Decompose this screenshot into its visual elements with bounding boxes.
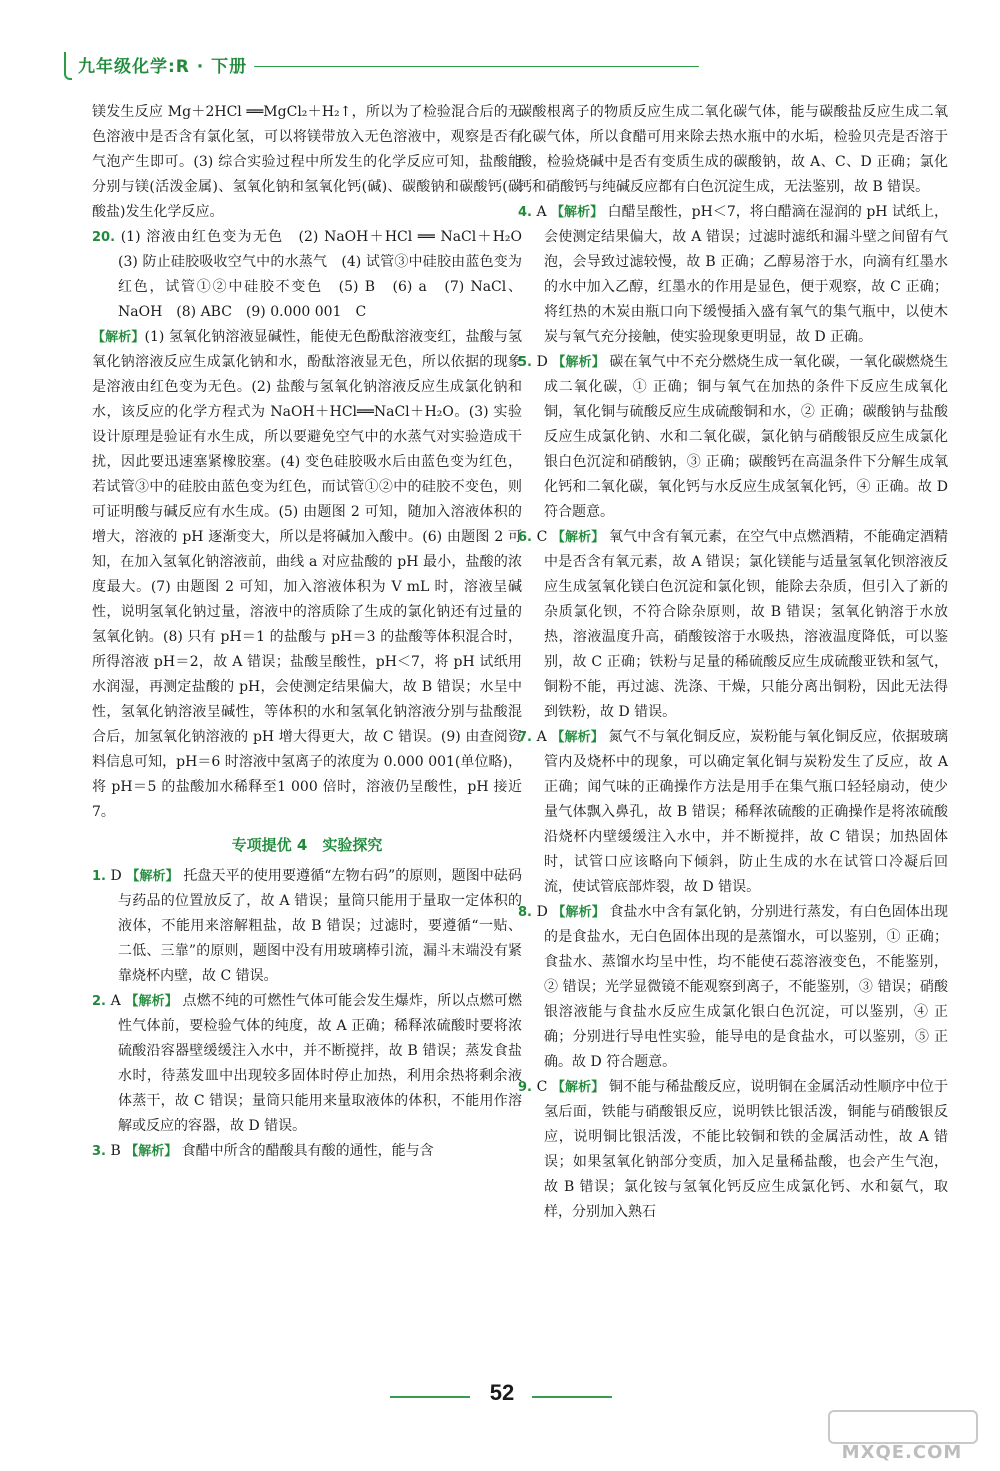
header-bracket xyxy=(64,52,72,80)
question-8 xyxy=(518,900,948,1075)
question-1 xyxy=(92,864,522,989)
page-footer xyxy=(0,1380,1000,1410)
answer-letter: B xyxy=(110,1143,121,1159)
question-number: 1. xyxy=(92,869,106,884)
answer-text: (1) 溶液由红色变为无色 (2) NaOH＋HCl ══ NaCl＋H₂O (3) 防止硅胶吸收空气中的水蒸气 (4) 试管③中硅胶由蓝色变为红色，试管①②中硅胶不变色 (5) B (6) a (7) NaCl、NaOH (8) ABC (9) 0.000 001 C xyxy=(118,229,536,320)
running-header xyxy=(64,52,644,82)
answer-letter: C xyxy=(536,1079,548,1095)
header-title: 九年级化学:R · 下册 xyxy=(78,57,248,77)
answer-letter: A xyxy=(110,993,121,1009)
analysis-tag: 【解析】 xyxy=(551,1080,605,1095)
analysis-text: 食盐水中含有氯化钠，分别进行蒸发，有白色固体出现的是食盐水，无白色固体出现的是蒸馏水，可以鉴别，① 正确；食盐水、蒸馏水均呈中性，均不能使石蕊溶液变色，不能鉴别，② 错误；光学显微镜不能观察到离子，不能鉴别，③ 错误；硝酸银溶液能与食盐水反应生成氯化银白色沉淀，可以鉴别，④ 正确；分别进行导电性实验，能导电的是食盐水，可以鉴别，⑤ 正确。故 D 符合题意。 xyxy=(544,904,949,1070)
question-number: 20. xyxy=(92,230,116,245)
analysis-tag: 【解析】 xyxy=(125,1144,178,1159)
question-3 xyxy=(92,1139,522,1164)
section-title: 专项提优 4 实验探究 xyxy=(231,836,383,854)
footer-rule-left xyxy=(390,1396,470,1398)
q20-analysis xyxy=(92,325,522,825)
question-7 xyxy=(518,725,948,900)
left-column xyxy=(92,100,536,1164)
answer-letter: D xyxy=(110,868,122,884)
right-column xyxy=(518,100,948,1225)
analysis-tag: 【解析】 xyxy=(552,355,605,370)
answer-letter: A xyxy=(536,729,547,745)
watermark-url: MXQE.COM xyxy=(841,1442,963,1463)
question-9 xyxy=(518,1075,948,1225)
analysis-text: 白醋呈酸性，pH＜7，将白醋滴在湿润的 pH 试纸上，会使测定结果偏大，故 A 错误；过滤时滤纸和漏斗壁之间留有气泡，会导致过滤较慢，故 B 正确；乙醇易溶于水，向滴有红墨水的水中加入乙醇，红墨水的作用是显色，便于观察，故 C 正确；将红热的木炭由瓶口向下缓慢插入盛有氧气的集气瓶中，以使木炭与氧气充分接触，使实验现象更明显，故 D 正确。 xyxy=(544,204,948,345)
continuation-text: 碳酸根离子的物质反应生成二氧化碳气体，能与碳酸盐反应生成二氧化碳气体，所以食醋可用来除去热水瓶中的水垢，检验贝壳是否溶于酸，检验烧碱中是否有变质生成的碳酸钠，故 A、C、D 正确；氯化钙和硝酸钙与纯碱反应都有白色沉淀生成，无法鉴别，故 B 错误。 xyxy=(518,104,948,195)
analysis-text: 碳在氧气中不充分燃烧生成一氧化碳，一氧化碳燃烧生成二氧化碳，① 正确；铜与氧气在加热的条件下反应生成氧化铜，氧化铜与硫酸反应生成硫酸铜和水，② 正确；碳酸钠与盐酸反应生成氯化钠、水和二氧化碳，氯化钠与硝酸银反应生成氯化银白色沉淀和硝酸钠，③ 正确；碳酸钙在高温条件下分解生成氧化钙和二氧化碳，氧化钙与水反应生成氢氧化钙，④ 正确。故 D 符合题意。 xyxy=(544,354,949,520)
question-5 xyxy=(518,350,948,525)
footer-rule-right xyxy=(532,1396,612,1398)
analysis-text: (1) 氢氧化钠溶液显碱性，能使无色酚酞溶液变红，盐酸与氢氧化钠溶液反应生成氯化钠和水，酚酞溶液显无色，所以依据的现象是溶液由红色变为无色。(2) 盐酸与氢氧化钠溶液反应生成氯化钠和水，该反应的化学方程式为 NaOH＋HCl══NaCl＋H₂O。(3) 实验设计原理是验证有水生成，所以要避免空气中的水蒸气对实验造成干扰，因此要迅速塞紧橡胶塞。(4) 变色硅胶吸水后由蓝色变为红色，若试管③中的硅胶由蓝色变为红色，而试管①②中的硅胶不变色，则可证明酸与碱反应有水生成。(5) 由题图 2 可知，随加入溶液体积的增大，溶液的 pH 逐渐变大，所以是将碱加入酸中。(6) 由题图 2 可知，在加入氢氧化钠溶液前，曲线 a 对应盐酸的 pH 最小，盐酸的浓度最大。(7) 由题图 2 可知，加入溶液体积为 V mL 时，溶液呈碱性，说明氢氧化钠过量，溶液中的溶质除了生成的氯化钠还有过量的氢氧化钠。(8) 只有 pH＝1 的盐酸与 pH＝3 的盐酸等体积混合时，所得溶液 pH＝2，故 A 错误；盐酸呈酸性，pH＜7，将 pH 试纸用水润湿，再测定盐酸的 pH，会使测定结果偏大，故 B 错误；水呈中性，氢氧化钠溶液呈碱性，等体积的水和氢氧化钠溶液分别与盐酸混合后，加氢氧化钠溶液的 pH 增大得更大，故 C 错误。(9) 由查阅资料信息可知，pH＝6 时溶液中氢离子的浓度为 0.000 001(单位略)，将 pH＝5 的盐酸加水稀释至1 000 倍时，溶液仍呈酸性，pH 接近 7。 xyxy=(92,329,522,820)
analysis-tag: 【解析】 xyxy=(125,994,178,1009)
analysis-tag: 【解析】 xyxy=(92,330,145,345)
answer-letter: C xyxy=(536,529,548,545)
continuation-text: 镁发生反应 Mg＋2HCl ══MgCl₂＋H₂↑，所以为了检验混合后的无色溶液中是否含有氯化氢，可以将镁带放入无色溶液中，观察是否有气泡产生即可。(3) 综合实验过程中所发生的化学反应可知，盐酸能分别与镁(活泼金属)、氢氧化钠和氢氧化钙(碱)、碳酸钠和碳酸钙(碳酸盐)发生化学反应。 xyxy=(92,104,522,220)
question-number: 7. xyxy=(518,730,532,745)
watermark-logo xyxy=(822,1408,982,1468)
question-2 xyxy=(92,989,522,1139)
question-number: 6. xyxy=(518,530,532,545)
analysis-text: 铜不能与稀盐酸反应，说明铜在金属活动性顺序中位于氢后面，铁能与硝酸银反应，说明铁比银活泼，铜能与硝酸银反应，说明铜比银活泼，不能比较铜和铁的金属活动性，故 A 错误；如果氢氧化钠部分变质，加入足量稀盐酸，也会产生气泡，故 B 错误；氯化铵与氢氧化钙反应生成氯化钙、水和氨气，取样，分别加入熟石 xyxy=(544,1079,949,1220)
question-number: 4. xyxy=(518,205,532,220)
analysis-tag: 【解析】 xyxy=(551,530,605,545)
question-number: 8. xyxy=(518,905,532,920)
analysis-tag: 【解析】 xyxy=(126,869,179,884)
analysis-text: 点燃不纯的可燃性气体可能会发生爆炸，所以点燃可燃性气体前，要检验气体的纯度，故 A 正确；稀释浓硫酸时要将浓硫酸沿容器壁缓缓注入水中，并不断搅拌，故 B 错误；蒸发食盐水时，待蒸发皿中出现较多固体时停止加热，利用余热将剩余液体蒸干，故 C 错误；量筒只能用来量取液体的体积，不能用作溶解或反应的容器，故 D 错误。 xyxy=(118,993,523,1134)
question-number: 5. xyxy=(518,355,532,370)
answer-letter: D xyxy=(536,904,548,920)
answer-letter: A xyxy=(536,204,547,220)
question-20 xyxy=(92,225,536,325)
question-6 xyxy=(518,525,948,725)
analysis-text: 食醋中所含的醋酸具有酸的通性，能与含 xyxy=(181,1143,434,1159)
question-number: 9. xyxy=(518,1080,532,1095)
answer-letter: D xyxy=(536,354,548,370)
question-number: 2. xyxy=(92,994,106,1009)
question-number: 3. xyxy=(92,1144,106,1159)
question-4 xyxy=(518,200,948,350)
analysis-text: 氧气中含有氧元素，在空气中点燃酒精，不能确定酒精中是否含有氧元素，故 A 错误；氯化镁能与适量氢氧化钡溶液反应生成氢氧化镁白色沉淀和氯化钡，能除去杂质，但引入了新的杂质氯化钡，不符合除杂原则，故 B 错误；氢氧化钠溶于水放热，溶液温度升高，硝酸铵溶于水吸热，溶液温度降低，可以鉴别，故 C 正确；铁粉与足量的稀硫酸反应生成硫酸亚铁和氢气，铜粉不能，再过滤、洗涤、干燥，只能分离出铜粉，因此无法得到铁粉，故 D 错误。 xyxy=(544,529,949,720)
analysis-text: 氮气不与氧化铜反应，炭粉能与氧化铜反应，依据玻璃管内及烧杯中的现象，可以确定氧化铜与炭粉发生了反应，故 A 正确；闻气味的正确操作方法是用手在集气瓶口轻轻扇动，使少量气体飘入鼻孔，故 B 错误；稀释浓硫酸的正确操作是将浓硫酸沿烧杯内壁缓缓注入水中，并不断搅拌，故 C 错误；加热固体时，试管口应该略向下倾斜，防止生成的水在试管口冷凝后回流，使试管底部炸裂，故 D 错误。 xyxy=(544,729,949,895)
watermark-box xyxy=(828,1410,978,1444)
header-rule xyxy=(254,66,699,67)
analysis-tag: 【解析】 xyxy=(551,205,604,220)
analysis-text: 托盘天平的使用要遵循“左物右码”的原则，题图中砝码与药品的位置放反了，故 A 错误；量筒只能用于量取一定体积的液体，不能用来溶解粗盐，故 B 错误；过滤时，要遵循“一贴、二低、三靠”的原则，题图中没有用玻璃棒引流，漏斗末端没有紧靠烧杯内壁，故 C 错误。 xyxy=(118,868,523,984)
analysis-tag: 【解析】 xyxy=(551,730,604,745)
analysis-tag: 【解析】 xyxy=(552,905,605,920)
page-number: 52 xyxy=(489,1380,515,1405)
